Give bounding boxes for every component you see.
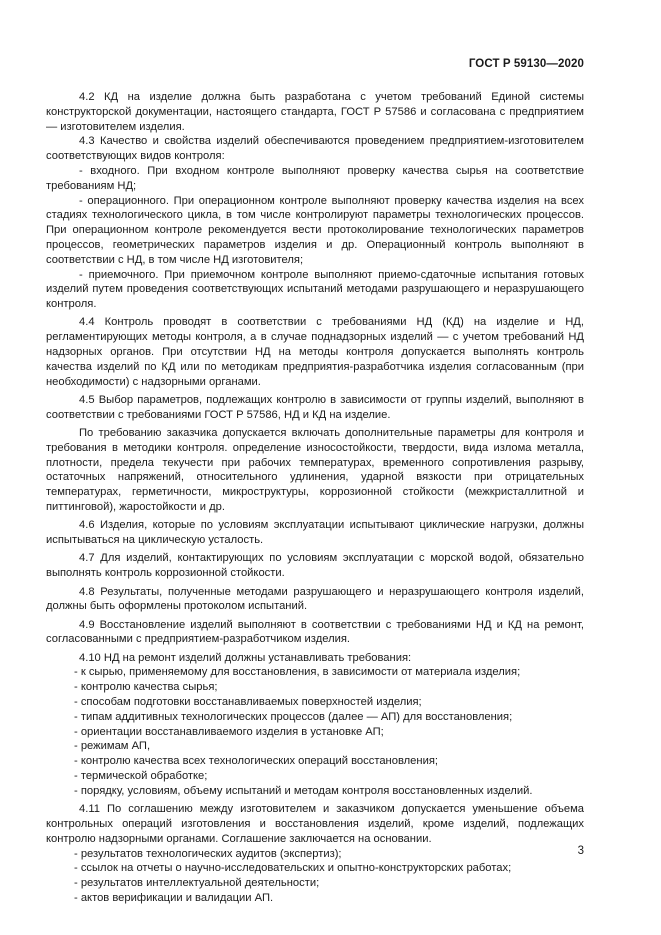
list-item: - ссылок на отчеты о научно-исследовательских и опытно-конструкторских работах; — [74, 862, 512, 875]
document-body — [46, 90, 584, 906]
list-item: - контролю качества сырья; — [74, 681, 218, 694]
paragraph: 4.3 Качество и свойства изделий обеспечиваются проведением предприятием-изготовителем соответствующих видов контроля: — [46, 135, 584, 163]
paragraph: По требованию заказчика допускается включать дополнительные параметры для контроля и требования в методики контроля. определение износостойкости, твердости, вида излома металла, плотности, предела текучести при рабочих температурах, временного сопротивления разрыву, остаточных напряжений, относительного удлинения, ударной вязкости при отрицательных температурах, герметичности, микроструктуры, коррозионной стойкости (межкристаллитной и питтинговой), жаростойкости и др. — [46, 427, 584, 514]
paragraph: 4.8 Результаты, полученные методами разрушающего и неразрушающего контроля изделий, должны быть оформлены протоколом испытаний. — [46, 585, 584, 613]
list-item: - способам подготовки восстанавливаемых поверхностей изделия; — [74, 696, 422, 709]
list-item: - актов верификации и валидации АП. — [74, 891, 274, 904]
paragraph: 4.7 Для изделий, контактирующих по условиям эксплуатации с морской водой, обязательно выполнять контроль коррозионной стойкости. — [46, 552, 584, 580]
list-item: - контролю качества всех технологических операций восстановления; — [74, 755, 438, 768]
document-code: ГОСТ Р 59130—2020 — [468, 58, 584, 70]
list-item: - ориентации восстанавливаемого изделия в установке АП; — [74, 725, 384, 738]
list-item: - результатов технологических аудитов (экспертиз); — [74, 847, 342, 860]
paragraph: 4.2 КД на изделие должна быть разработана с учетом требований Единой системы конструкторской документации, настоящего стандарта, ГОСТ Р 57586 и согласована с предприятием — изготовителем изделия. — [46, 91, 584, 133]
list-item: - к сырью, применяемому для восстановления, в зависимости от материала изделия; — [74, 666, 521, 679]
list-item: - результатов интеллектуальной деятельности; — [74, 877, 320, 890]
list-item: - термической обработке; — [74, 770, 208, 783]
paragraph: 4.4 Контроль проводят в соответствии с требованиями НД (КД) на изделие и НД, регламентирующих методы контроля, а в случае поднадзорных изделий — с учетом требований НД надзорных органов. При отсутствии НД на методы контроля допускается выполнять контроль качества изделий по КД или по методикам предприятия-разработчика изделия согласованным (при необходимости) с надзорными органами. — [46, 316, 584, 388]
list-item: - типам аддитивных технологических процессов (далее — АП) для восстановления; — [74, 710, 513, 723]
page-number: 3 — [577, 845, 584, 857]
paragraph: 4.9 Восстановление изделий выполняют в соответствии с требованиями НД и КД на ремонт, согласованными с предприятием-разработчиком изделия. — [46, 618, 584, 646]
paragraph: - операционного. При операционном контроле выполняют проверку качества изделия на всех стадиях технологического цикла, в том числе контролируют параметры технологических процессов. При операционном контроле рекомендуется вести протоколирование технологических параметров процессов, геометрических параметров изделия и др. Операционный контроль выполняют в соответствии с НД, в том числе НД изготовителя; — [46, 194, 584, 266]
paragraph: - приемочного. При приемочном контроле выполняют приемо-сдаточные испытания готовых изделий путем проведения соответствующих испытаний методами разрушающего и неразрушающего контроля. — [46, 268, 584, 311]
paragraph: 4.11 По соглашению между изготовителем и заказчиком допускается уменьшение объема контрольных операций изготовления и восстановления изделий, кроме изделий, подлежащих контролю надзорными органами. Соглашение заключается на основании. — [46, 803, 584, 845]
paragraph: - входного. При входном контроле выполняют проверку качества сырья на соответствие требованиям НД; — [46, 164, 584, 192]
paragraph: 4.5 Выбор параметров, подлежащих контролю в зависимости от группы изделий, выполняют в соответствии с требованиями ГОСТ Р 57586, НД и КД на изделие. — [46, 393, 584, 421]
list-item: - порядку, условиям, объему испытаний и методам контроля восстановленных изделий. — [74, 784, 533, 797]
paragraph: 4.6 Изделия, которые по условиям эксплуатации испытывают циклические нагрузки, должны испытываться на циклическую усталость. — [46, 519, 584, 547]
paragraph: 4.10 НД на ремонт изделий должны устанавливать требования: — [79, 651, 412, 664]
list-item: - режимам АП, — [74, 740, 151, 753]
